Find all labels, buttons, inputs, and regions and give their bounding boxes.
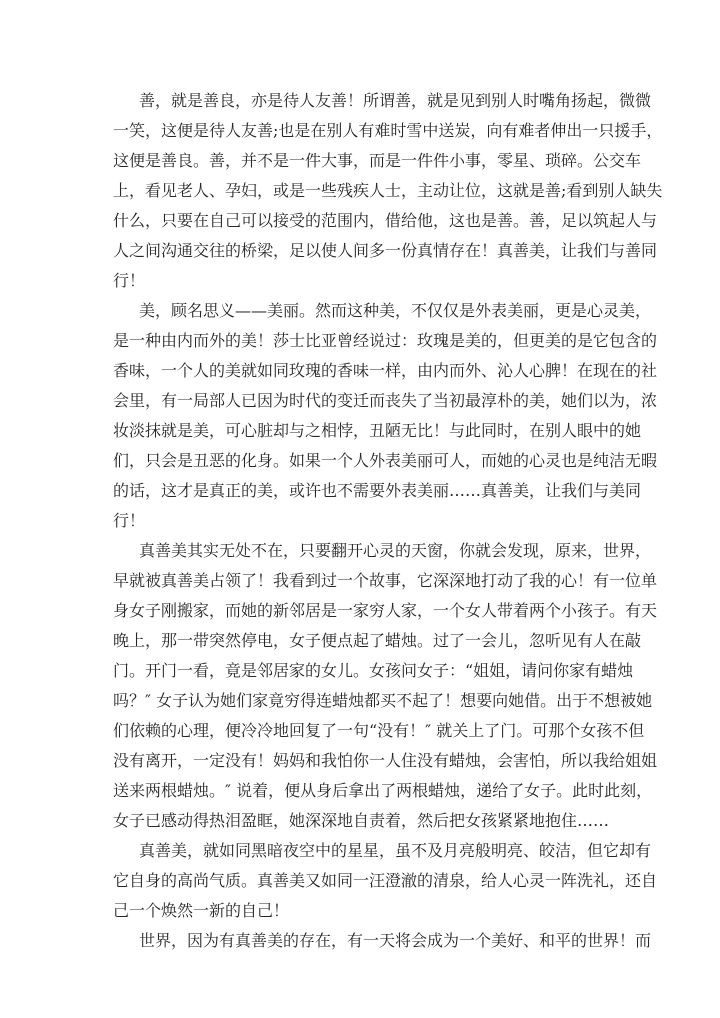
paragraph-line: 行！ bbox=[113, 511, 146, 530]
paragraph-line: 真善美其实无处不在，只要翻开心灵的天窗，你就会发现，原来，世界， bbox=[139, 541, 652, 560]
paragraph-line: 它自身的高尚气质。真善美又如同一汪澄澈的清泉，给人心灵一阵洗礼，还自 bbox=[113, 871, 658, 890]
paragraph-line: 身女子刚搬家，而她的新邻居是一家穷人家，一个女人带着两个小孩子。有天 bbox=[113, 601, 658, 620]
paragraph-line: 什么，只要在自己可以接受的范围内，借给他，这也是善。善，足以筑起人与 bbox=[113, 211, 658, 230]
paragraph-line: 一笑，这便是待人友善;也是在别人有难时雪中送炭，向有难者伸出一只援手， bbox=[113, 121, 663, 140]
paragraph bbox=[113, 836, 658, 926]
paragraph bbox=[113, 86, 663, 296]
paragraph-line: 早就被真善美占领了！我看到过一个故事，它深深地打动了我的心！有一位单 bbox=[113, 571, 658, 590]
paragraph-line: 世界，因为有真善美的存在，有一天将会成为一个美好、和平的世界！而 bbox=[139, 931, 652, 950]
paragraph-line: 己一个焕然一新的自己！ bbox=[113, 901, 290, 920]
paragraph-line: 送来两根蜡烛。″ 说着，便从身后拿出了两根蜡烛，递给了女子。此时此刻， bbox=[113, 781, 653, 800]
paragraph-line: 门。开门一看，竟是邻居家的女儿。女孩问女子：“姐姐，请问你家有蜡烛 bbox=[113, 661, 634, 680]
paragraph-line: 美，顾名思义——美丽。然而这种美，不仅仅是外表美丽，更是心灵美， bbox=[139, 301, 652, 320]
paragraph bbox=[113, 926, 652, 956]
paragraph-line: 是一种由内而外的美！莎士比亚曾经说过：玫瑰是美的，但更美的是它包含的 bbox=[113, 331, 658, 350]
paragraph-line: 会里，有一局部人已因为时代的变迁而丧失了当初最淳朴的美，她们以为，浓 bbox=[113, 391, 658, 410]
paragraph-line: 善，就是善良，亦是待人友善！所谓善，就是见到别人时嘴角扬起，微微 bbox=[139, 91, 652, 110]
paragraph-line: 行！ bbox=[113, 271, 146, 290]
paragraph-line: 女子已感动得热泪盈眶，她深深地自责着，然后把女孩紧紧地抱住…… bbox=[113, 811, 610, 830]
paragraph-line: 人之间沟通交往的桥梁，足以使人间多一份真情存在！真善美，让我们与善同 bbox=[113, 241, 658, 260]
paragraph-line: 的话，这才是真正的美，或许也不需要外表美丽……真善美，让我们与美同 bbox=[113, 481, 642, 500]
paragraph-line: 们依赖的心理，便冷冷地回复了一句“没有！″ 就关上了门。可那个女孩不但 bbox=[113, 721, 645, 740]
paragraph-line: 没有离开，一定没有！妈妈和我怕你一人住没有蜡烛，会害怕，所以我给姐姐 bbox=[113, 751, 658, 770]
paragraph bbox=[113, 296, 658, 536]
paragraph-line: 妆淡抹就是美，可心脏却与之相悖，丑陋无比！与此同时，在别人眼中的她 bbox=[113, 421, 642, 440]
paragraph bbox=[113, 536, 658, 836]
paragraph-line: 这便是善良。善，并不是一件大事，而是一件件小事，零星、琐碎。公交车 bbox=[113, 151, 642, 170]
paragraph-line: 香味，一个人的美就如同玫瑰的香味一样，由内而外、沁人心脾！在现在的社 bbox=[113, 361, 658, 380]
article-body bbox=[113, 86, 663, 956]
paragraph-line: 们，只会是丑恶的化身。如果一个人外表美丽可人，而她的心灵也是纯洁无暇 bbox=[113, 451, 658, 470]
paragraph-line: 晚上，那一带突然停电，女子便点起了蜡烛。过了一会儿，忽听见有人在敲 bbox=[113, 631, 642, 650]
paragraph-line: 吗？″ 女子认为她们家竟穷得连蜡烛都买不起了！想要向她借。出于不想被她 bbox=[113, 691, 653, 710]
paragraph-line: 上，看见老人、孕妇，或是一些残疾人士，主动让位，这就是善;看到别人缺失 bbox=[113, 181, 663, 200]
paragraph-line: 真善美，就如同黑暗夜空中的星星，虽不及月亮般明亮、皎洁，但它却有 bbox=[139, 841, 652, 860]
